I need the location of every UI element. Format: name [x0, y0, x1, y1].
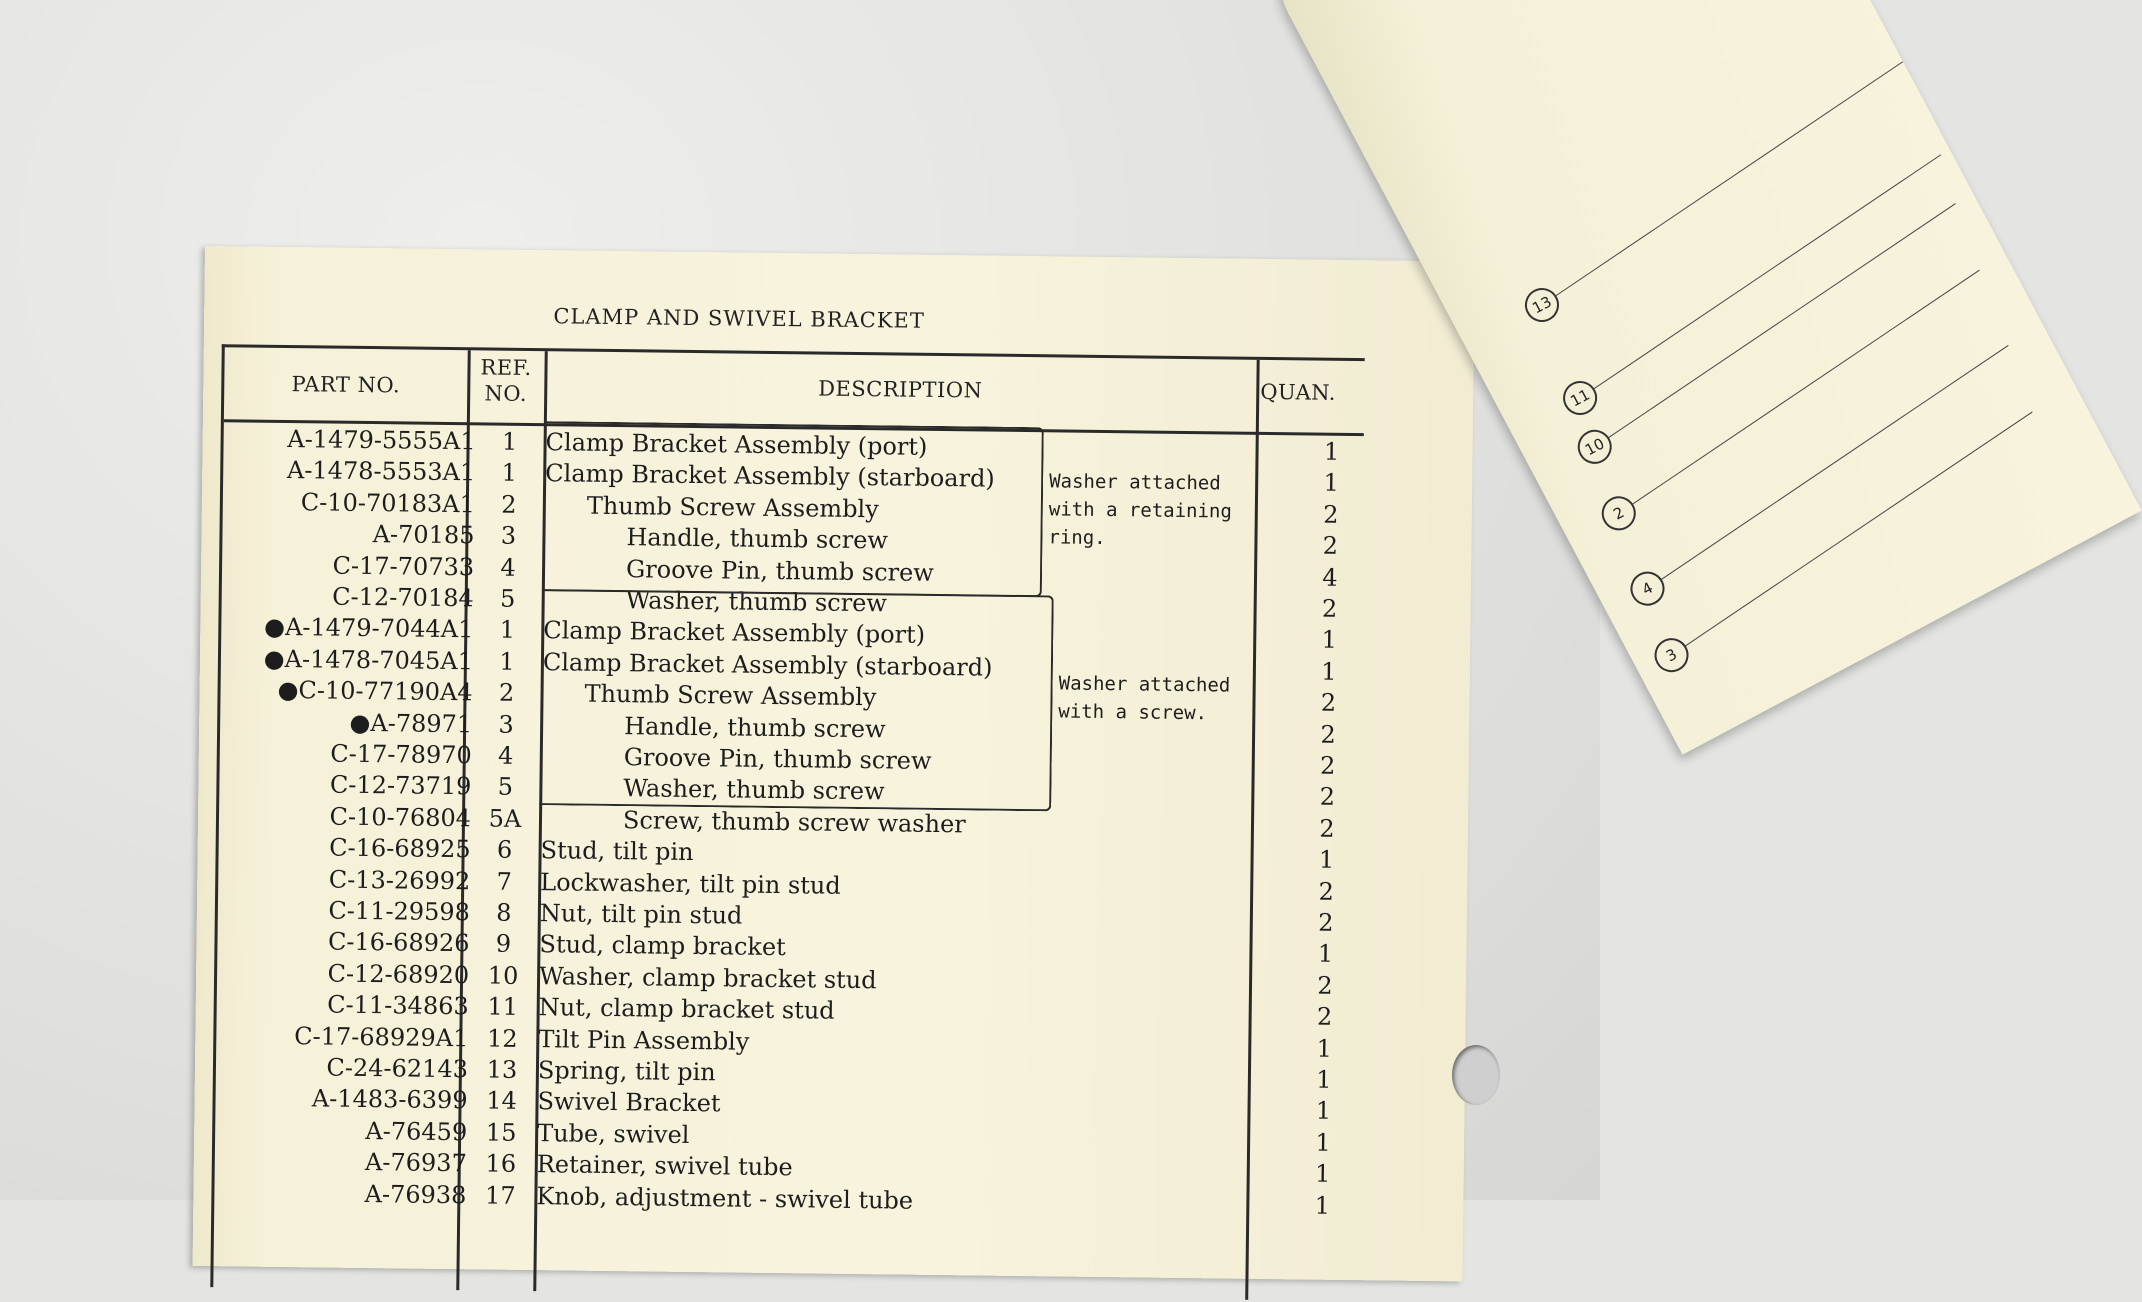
part-number: C-17-68929A1	[294, 1021, 469, 1052]
description: Handle, thumb screw	[623, 711, 886, 743]
ref-number: 10	[487, 961, 519, 990]
ref-number: 2	[501, 490, 517, 519]
part-number: ●A-78971	[349, 708, 473, 738]
header-ref-line1: REF.	[480, 355, 532, 380]
description: Washer, thumb screw	[623, 774, 885, 806]
quantity: 2	[1320, 720, 1336, 749]
part-number: C-11-29598	[328, 896, 471, 927]
description: Tube, swivel	[537, 1118, 690, 1149]
ref-number: 17	[484, 1181, 516, 1210]
description: Thumb Screw Assembly	[584, 679, 877, 712]
description: Knob, adjustment - swivel tube	[536, 1181, 914, 1215]
ref-number: 9	[495, 929, 512, 959]
ref-number: 1	[501, 427, 518, 456]
quantity: 1	[1317, 940, 1334, 969]
part-number: C-12-68920	[327, 959, 470, 990]
callout-leader	[1554, 61, 1903, 297]
quantity: 1	[1314, 1191, 1331, 1220]
description: Tilt Pin Assembly	[538, 1024, 750, 1056]
quantity: 2	[1322, 531, 1339, 561]
callout-number: 10	[1572, 424, 1618, 470]
ref-number: 13	[486, 1055, 518, 1084]
description: Swivel Bracket	[537, 1087, 721, 1118]
description: Stud, clamp bracket	[539, 930, 786, 962]
ref-number: 14	[486, 1086, 518, 1116]
quantity: 1	[1323, 437, 1340, 466]
ref-number: 5A	[488, 804, 522, 833]
part-number: A-70185	[372, 520, 475, 550]
ref-number: 5	[497, 773, 514, 802]
note-screw: Washer attached with a screw.	[1058, 672, 1231, 725]
part-number: A-1478-5553A1	[286, 456, 476, 487]
quantity: 1	[1314, 1159, 1331, 1189]
quantity: 2	[1319, 814, 1335, 843]
description: Spring, tilt pin	[537, 1056, 716, 1087]
quantity: 1	[1323, 469, 1339, 498]
part-number: C-16-68925	[329, 833, 471, 864]
quantity: 1	[1316, 1065, 1332, 1094]
description: Retainer, swivel tube	[536, 1150, 793, 1182]
description: Nut, clamp bracket stud	[538, 993, 835, 1025]
part-number: A-76459	[365, 1116, 468, 1147]
part-number: C-11-34863	[327, 990, 469, 1021]
callout-number: 2	[1596, 490, 1642, 536]
quantity: 2	[1319, 783, 1336, 812]
description: Clamp Bracket Assembly (port)	[543, 616, 926, 650]
parts-table	[210, 344, 1364, 1301]
ref-number: 8	[496, 898, 512, 927]
callout-number: 3	[1649, 632, 1695, 678]
ref-number: 3	[498, 710, 514, 739]
description: Screw, thumb screw washer	[622, 805, 966, 839]
description: Washer, clamp bracket stud	[538, 961, 877, 995]
page-title: CLAMP AND SWIVEL BRACKET	[553, 304, 926, 333]
part-number: A-76937	[364, 1148, 467, 1178]
part-number: C-12-70184	[332, 582, 474, 613]
part-number: ●A-1479-7044A1	[263, 613, 474, 644]
quantity: 4	[1322, 563, 1338, 592]
ref-number: 11	[487, 992, 519, 1022]
description: Handle, thumb screw	[626, 523, 889, 555]
part-number: A-1483-6399	[311, 1084, 468, 1115]
part-number: C-13-26992	[328, 865, 471, 895]
description: Lockwasher, tilt pin stud	[540, 867, 841, 900]
ref-number: 12	[486, 1024, 518, 1053]
quantity: 1	[1321, 657, 1337, 686]
part-number: C-10-70183A1	[300, 487, 476, 519]
group-bracket-1	[542, 421, 1044, 597]
description: Groove Pin, thumb screw	[625, 554, 935, 587]
description: Clamp Bracket Assembly (port)	[545, 428, 928, 461]
quantity: 2	[1322, 500, 1339, 529]
part-number: ●A-1478-7045A1	[263, 644, 474, 676]
header-description: DESCRIPTION	[818, 376, 983, 403]
quantity: 2	[1317, 971, 1333, 1000]
quantity: 1	[1318, 845, 1335, 875]
callout-number: 4	[1625, 566, 1671, 612]
callout-number: 11	[1557, 375, 1603, 421]
part-number: C-17-70733	[332, 551, 475, 581]
group-bracket-2	[539, 589, 1054, 811]
quantity: 2	[1316, 1002, 1333, 1032]
ref-number: 4	[500, 553, 516, 582]
part-number: ●C-10-77190A4	[277, 676, 473, 707]
quantity: 1	[1316, 1034, 1333, 1063]
ref-number: 5	[499, 584, 516, 613]
quantity: 2	[1318, 877, 1335, 906]
part-number: C-24-62143	[326, 1053, 469, 1084]
header-ref-line2: NO.	[484, 381, 528, 406]
header-quantity: QUAN.	[1260, 379, 1337, 405]
quantity: 2	[1321, 594, 1338, 623]
quantity: 2	[1318, 908, 1334, 937]
part-number: A-1479-5555A1	[287, 425, 476, 456]
quantity: 2	[1319, 751, 1336, 780]
quantity: 1	[1321, 626, 1338, 655]
part-number: C-10-76804	[329, 802, 472, 833]
part-number: C-12-73719	[329, 770, 472, 801]
ref-number: 6	[496, 835, 513, 864]
part-number: A-76938	[364, 1179, 467, 1209]
ref-number: 1	[499, 616, 516, 645]
punch-hole	[1452, 1045, 1500, 1105]
description: Stud, tilt pin	[540, 836, 694, 867]
quantity: 2	[1320, 688, 1337, 718]
header-part-no: PART NO.	[291, 372, 401, 398]
ref-number: 1	[499, 647, 515, 676]
description: Thumb Screw Assembly	[586, 491, 879, 524]
catalog-page	[193, 246, 1475, 1281]
ref-number: 3	[500, 521, 517, 551]
ref-number: 15	[485, 1118, 517, 1147]
callout-leader	[1592, 154, 1941, 390]
description: Clamp Bracket Assembly (starboard)	[542, 647, 993, 682]
ref-number: 7	[496, 867, 513, 896]
header-ref-no	[467, 354, 545, 407]
quantity: 1	[1315, 1097, 1332, 1126]
part-number: C-17-78970	[330, 739, 472, 770]
ref-number: 16	[485, 1149, 517, 1179]
quantity: 1	[1315, 1128, 1331, 1157]
ref-number: 2	[498, 678, 515, 707]
description: Groove Pin, thumb screw	[623, 743, 932, 775]
description: Nut, tilt pin stud	[539, 899, 743, 930]
part-number: C-16-68926	[327, 927, 470, 958]
ref-number: 4	[497, 741, 514, 770]
description: Washer, thumb screw	[625, 586, 888, 618]
description: Clamp Bracket Assembly (starboard)	[545, 459, 995, 494]
note-retaining-ring: Washer attached with a retaining ring.	[1048, 470, 1232, 550]
callout-number: 13	[1519, 282, 1565, 328]
ref-number: 1	[501, 459, 518, 488]
